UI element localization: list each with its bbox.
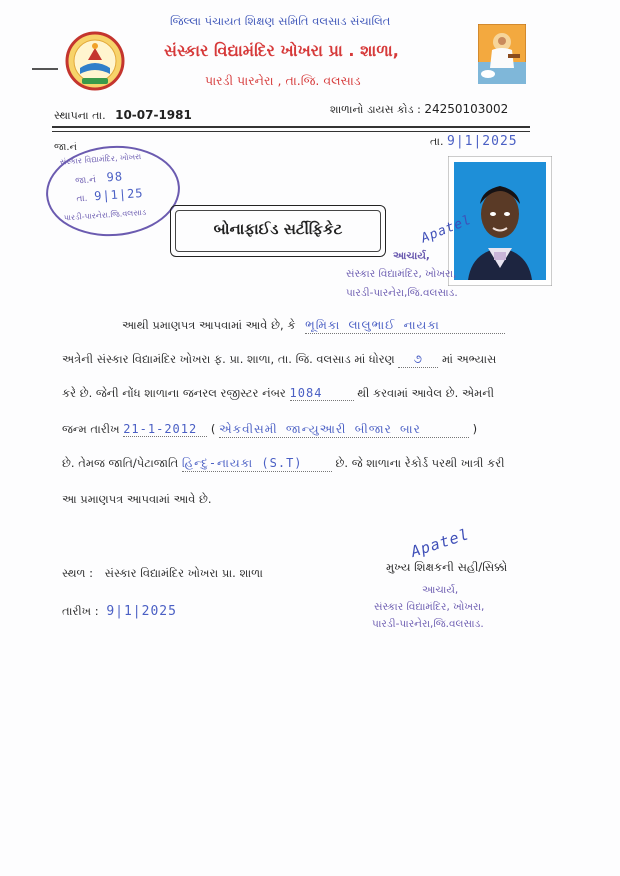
stamp-no <box>75 169 124 186</box>
footer-date-label: તારીખ : <box>62 604 99 618</box>
principal-role: આચાર્ય, <box>422 584 459 596</box>
register-number: 1084 <box>290 386 354 401</box>
caste-value: હિન્દુ-નાયકા (S.T) <box>182 456 332 472</box>
saraswati-image-icon <box>478 24 526 84</box>
body-line-2 <box>62 352 496 368</box>
stamp-date <box>76 186 144 205</box>
body-l2-text: અત્રેની સંસ્કાર વિદ્યામંદિર ખોખરા ફ. પ્રા. શાળા, તા. જિ. વલસાડ માં ધોરણ <box>62 352 395 366</box>
principal-school-top: સંસ્કાર વિદ્યામંદિર, ખોખરા, <box>346 268 457 280</box>
certificate-title-box <box>170 205 386 257</box>
body-l1-text: આથી પ્રમાણપત્ર આપવામાં આવે છે, કે <box>122 318 296 332</box>
school-oval-stamp <box>43 141 183 240</box>
footer-date-value: 9|1|2025 <box>106 604 177 619</box>
header-top-line: જિલ્લા પંચાયત શિક્ષણ સમિતિ વલસાડ સંચાલિત <box>170 14 391 28</box>
stamp-no-label: જા.નં <box>74 175 97 187</box>
dise-info <box>330 102 508 117</box>
ref-no-label: જા.નં <box>54 142 77 153</box>
margin-mark <box>32 68 58 70</box>
certificate-title: બોનાફાઈડ સર્ટીફિકેટ <box>213 220 343 238</box>
dise-code: 24250103002 <box>424 102 509 116</box>
dise-label: શાળાનો ડાયસ કોડ : <box>330 103 421 116</box>
principal-school: સંસ્કાર વિદ્યામંદિર, ખોખરા, <box>374 601 485 613</box>
est-date: 10-07-1981 <box>115 108 192 122</box>
school-location: પારડી પારનેરા , તા.જિ. વલસાડ <box>205 73 361 88</box>
body-line-6: આ પ્રમાણપત્ર આપવામાં આવે છે. <box>62 492 212 506</box>
principal-place-top: પારડી-પારનેરા,જિ.વલસાડ. <box>346 287 458 299</box>
footer-date <box>62 604 177 619</box>
body-l4-text: જન્મ તારીખ <box>62 422 120 436</box>
dob-open-paren: ( <box>210 422 216 436</box>
body-line-3 <box>62 386 494 401</box>
standard-value: ૭ <box>398 352 438 368</box>
school-name: સંસ્કાર વિદ્યામંદિર ખોખરા પ્રા . શાળા, <box>164 41 399 60</box>
stamp-no-value: 98 <box>106 169 124 185</box>
est-label: સ્થાપના તા. <box>54 109 106 122</box>
principal-role-top: આચાર્ય, <box>393 250 430 262</box>
body-line-5 <box>62 456 505 472</box>
dob-value: 21-1-2012 <box>123 422 207 437</box>
place-value: સંસ્કાર વિદ્યામંદિર ખોખરા પ્રા. શાળા <box>104 566 263 580</box>
top-date-value: 9|1|2025 <box>447 134 518 149</box>
body-l5-post: છે. જે શાળાના રેકોર્ડ પરથી ખાત્રી કરી <box>335 456 505 470</box>
stamp-bottom-text: પારડી-પારનેરા.જિ.વલસાડ <box>63 207 147 223</box>
dob-close-paren: ) <box>472 422 478 436</box>
stamp-date-label: તા. <box>76 193 88 205</box>
signature-label: મુખ્ય શિક્ષકની સહી/સિક્કો <box>386 560 508 574</box>
body-line-4 <box>62 422 477 438</box>
stamp-arc-text: સંસ્કાર વિદ્યામંદિર, ખોખરા <box>59 151 142 167</box>
principal-signature-top: Apatel <box>419 212 474 247</box>
body-line-1 <box>122 318 505 334</box>
header-divider <box>52 126 530 132</box>
body-l3-post: થી કરવામાં આવેલ છે. એમની <box>357 386 495 400</box>
place-label: સ્થળ : <box>62 566 94 580</box>
establishment-info <box>54 108 192 123</box>
top-date <box>430 134 518 149</box>
principal-place: પારડી-પારનેરા,જિ.વલસાડ. <box>372 618 484 630</box>
body-l5-text: છે. તેમજ જાતિ/પેટાજાતિ <box>62 456 179 470</box>
top-date-label: તા. <box>430 135 444 148</box>
footer-place <box>62 566 263 581</box>
student-name: ભૂમિકા લાલુભાઈ નાયકા <box>305 318 505 334</box>
body-l2-post: માં અભ્યાસ <box>442 352 497 366</box>
principal-signature: Apatel <box>408 525 472 561</box>
stamp-date-value: 9|1|25 <box>93 185 144 204</box>
school-logo-icon <box>62 30 128 92</box>
dob-words: એકવીસમી જાન્યુઆરી બીજાર બાર <box>219 422 469 438</box>
body-l3-text: કરે છે. જેની નોંધ શાળાના જનરલ રજીસ્ટર નંબર <box>62 386 286 400</box>
